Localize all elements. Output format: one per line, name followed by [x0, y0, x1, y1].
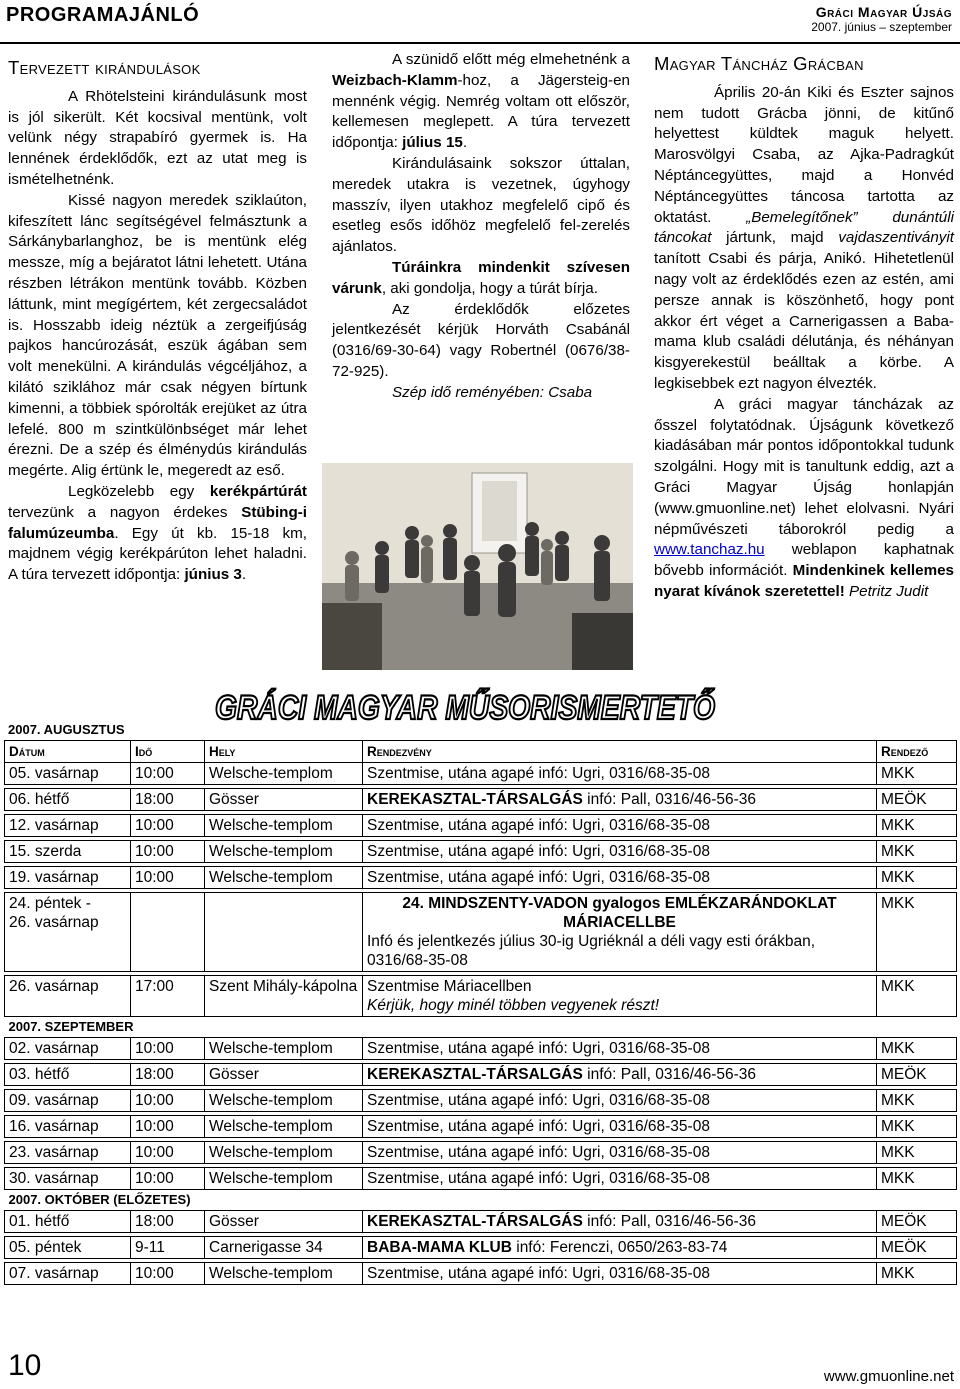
cell-time: 10:00: [131, 763, 205, 785]
article-dancehouse: [654, 50, 954, 603]
table-row: [5, 976, 957, 1017]
cell-place: Welsche-templom: [205, 763, 363, 785]
article-trips-cont: [332, 50, 630, 404]
event-info: Szentmise, utána agapé infó: Ugri, 0316/68-35-08: [367, 1040, 710, 1057]
article-dancehouse-p2: A gráci magyar táncházak az ősszel folytatódnak. Újságunk következő kiadásában már pontos időpontokkal tudunk szolgálni. Hogy mit is tanultunk eddig, azt a Gráci Magyar Újság honlapján (www.gmuonline.net) lehet elolvasni. Nyári népművészeti táborokról pedig a www.tanchaz.hu weblapon kaphatnak bővebb információt. Mindenkinek kellemes nyarat kívánok szeretettel! Petritz Judit: [654, 395, 955, 600]
table-row: [5, 1168, 957, 1190]
table-row: [5, 789, 957, 811]
article-trips-p6: Túráinkra mindenkit szívesen várunk, aki gondolja, hogy a túrát bírja.: [332, 258, 630, 297]
cell-event: [363, 1090, 877, 1112]
event-info: infó: Ferenczi, 0650/263-83-74: [511, 1239, 728, 1256]
table-row: [5, 1090, 957, 1112]
cell-organizer: MKK: [877, 867, 957, 889]
table-row: [5, 841, 957, 863]
section-title: PROGRAMAJÁNLÓ: [6, 4, 200, 26]
table-row: [5, 1116, 957, 1138]
article-trips-p2: Kissé nagyon meredek sziklaúton, kifeszített lánc segítségével felmásztunk a Sárkánybarlanghoz, be is mentünk elég messze, míg a bejáratot látni lehetett. Utána részben létrákon mentünk tovább. Közben láttunk, mint megígértem, két zergecsaládot is. Hosszabb ideig néztük a zergeifjúság pajkos hancúrozását, eszük ágában sem volt menekülni. A kirándulás végcéljához, a kilátó sziklához már csak négyen bírtunk kimenni, a többiek spórolták erejüket az útra lefelé. 800 m szintkülönbséget már lehet érezni. De a szép és élménydús kirándulás megérte. Alig értünk le, megeredt az eső.: [8, 191, 307, 480]
cell-date: 05. péntek: [5, 1237, 131, 1259]
cell-organizer: MKK: [877, 1263, 957, 1285]
cell-time: 18:00: [131, 1064, 205, 1086]
month-label-row: [5, 1190, 957, 1211]
article-trips-p3: Legközelebb egy kerékpártúrát tervezünk a nagyon érdekes Stübing-i falumúzeumba. Egy út kb. 15-18 km, majdnem végig kerékpárúton lehet haladni. A túra tervezett időpontja: június 3.: [8, 482, 307, 584]
cell-event: [363, 1064, 877, 1086]
cell-organizer: MEÖK: [877, 1211, 957, 1233]
event-name: KEREKASZTAL-TÁRSALGÁS: [367, 1213, 583, 1230]
cell-place: [205, 893, 363, 972]
cell-time: 10:00: [131, 1090, 205, 1112]
cell-organizer: MKK: [877, 841, 957, 863]
cell-date: 30. vasárnap: [5, 1168, 131, 1190]
cell-time: 18:00: [131, 1211, 205, 1233]
cell-place: Welsche-templom: [205, 1038, 363, 1060]
cell-event: [363, 893, 877, 972]
col-header-time: Idő: [131, 741, 205, 763]
page-number: 10: [8, 1349, 42, 1382]
event-info: infó: Pall, 0316/46-56-36: [582, 791, 757, 808]
cell-organizer: MKK: [877, 1038, 957, 1060]
cell-place: Welsche-templom: [205, 1263, 363, 1285]
cell-date: 07. vasárnap: [5, 1263, 131, 1285]
cell-place: Welsche-templom: [205, 1142, 363, 1164]
cell-place: Welsche-templom: [205, 841, 363, 863]
cell-time: 10:00: [131, 1038, 205, 1060]
cell-time: 10:00: [131, 1142, 205, 1164]
cell-date: 19. vasárnap: [5, 867, 131, 889]
cell-place: Szent Mihály-kápolna: [205, 976, 363, 1017]
website-url: www.gmuonline.net: [823, 1368, 954, 1385]
table-row: [5, 1237, 957, 1259]
article-trips: [8, 54, 307, 586]
article-trips-p5: Kirándulásaink sokszor úttalan, meredek utakra is vezetnek, úgyhogy masszív, ilyen utakhoz megfelelő cipő és esetleg esős időhöz megfelelő fel-zerelés ajánlatos.: [332, 154, 630, 256]
article-trips-p4: A szünidő előtt még elmehetnénk a Weizbach-Klamm-hoz, a Jägersteig-en mennénk végig. Nemrég voltam ott először, kellemesen meglepett. A túra tervezett időpontja: július 15.: [332, 51, 630, 152]
table-row: [5, 893, 957, 972]
tanchaz-link[interactable]: www.tanchaz.hu: [654, 541, 765, 559]
event-name: KEREKASZTAL-TÁRSALGÁS: [367, 1066, 583, 1083]
cell-event: [363, 763, 877, 785]
cell-time: 10:00: [131, 867, 205, 889]
cell-date: 06. hétfő: [5, 789, 131, 811]
table-row: [5, 1211, 957, 1233]
pilgrimage-title: 24. MINDSZENTY-VADON gyalogos EMLÉKZARÁNDOKLAT MÁRIACELLBE: [402, 895, 837, 931]
table-row: [5, 815, 957, 837]
event-info: Szentmise, utána agapé infó: Ugri, 0316/68-35-08: [367, 817, 710, 834]
cell-organizer: MEÖK: [877, 1237, 957, 1259]
cell-place: Gösser: [205, 1211, 363, 1233]
col-header-date: Dátum: [5, 741, 131, 763]
issue-date: 2007. június – szeptember: [811, 20, 952, 34]
event-info: infó: Pall, 0316/46-56-36: [582, 1066, 757, 1083]
article-dancehouse-p1: Április 20-án Kiki és Eszter sajnos nem tudott Grácba jönni, de kitűnő helyettest küldtek maguk helyett. Marosvölgyi Csaba, az Ajka-Padragkút Néptáncegyüttes, majd a Honvéd Néptáncegyüttes táncosa tartotta az oktatást. „Bemelegítőnek” dunántúli táncokat jártunk, majd vajdaszentiványit tanított Csabi és párja, Anikó. Hihetetlenül nagy volt az érdeklődés ezen az estén, ami persze annak is köszönhető, hogy pont akkor ért véget a Carnerigassen a Baba-mama klub családi délutánja, és néhányan kisgyerekestül beálltak a körbe. A legkisebbek ezt nagyon élvezték.: [654, 83, 954, 392]
cell-event: [363, 841, 877, 863]
cell-event: [363, 1038, 877, 1060]
table-row: [5, 763, 957, 785]
event-info: Szentmise, utána agapé infó: Ugri, 0316/68-35-08: [367, 1092, 710, 1109]
cell-place: Carnerigasse 34: [205, 1237, 363, 1259]
cell-organizer: MKK: [877, 1090, 957, 1112]
cell-date: 03. hétfő: [5, 1064, 131, 1086]
cell-date: 26. vasárnap: [5, 976, 131, 1017]
event-info: infó: Pall, 0316/46-56-36: [582, 1213, 757, 1230]
table-row: [5, 1064, 957, 1086]
cell-organizer: MKK: [877, 976, 957, 1017]
header-divider: [0, 42, 960, 44]
cell-event: [363, 789, 877, 811]
cell-organizer: MKK: [877, 815, 957, 837]
cell-place: Welsche-templom: [205, 1116, 363, 1138]
publication-name: Gráci Magyar Újság: [815, 4, 952, 20]
article-trips-p1: A Rhötelsteini kirándulásunk most is jól sikerült. Két kocsival mentünk, volt velünk négy strapabíró gyermek is. Ha lennének érdeklődők, ezt az utat meg is ismételhetnénk.: [8, 87, 307, 188]
event-name: BABA-MAMA KLUB: [367, 1239, 512, 1256]
cell-place: Gösser: [205, 789, 363, 811]
event-info: Szentmise, utána agapé infó: Ugri, 0316/68-35-08: [367, 1118, 710, 1135]
event-info: Szentmise, utána agapé infó: Ugri, 0316/68-35-08: [367, 1265, 710, 1282]
table-row: [5, 1263, 957, 1285]
article-trips-signature: Szép idő reményében: Csaba: [392, 383, 593, 401]
cell-place: Welsche-templom: [205, 867, 363, 889]
event-info: Szentmise, utána agapé infó: Ugri, 0316/68-35-08: [367, 869, 710, 886]
cell-date: 02. vasárnap: [5, 1038, 131, 1060]
month-label-august: 2007. AUGUSZTUS: [8, 722, 125, 737]
cell-place: Welsche-templom: [205, 1168, 363, 1190]
cell-time: 10:00: [131, 1168, 205, 1190]
publication-header: [811, 4, 952, 34]
month-label-september: 2007. SZEPTEMBER: [8, 1019, 134, 1034]
cell-organizer: MKK: [877, 1142, 957, 1164]
dance-photo-image: [322, 463, 633, 670]
article-trips-title: Tervezett kirándulások: [8, 57, 201, 78]
cell-organizer: MKK: [877, 1168, 957, 1190]
cell-organizer: MKK: [877, 1116, 957, 1138]
cell-event: [363, 815, 877, 837]
cell-event: [363, 1211, 877, 1233]
month-label-october: 2007. OKTÓBER (ELŐZETES): [8, 1192, 191, 1207]
cell-time: 10:00: [131, 1116, 205, 1138]
cell-time: 10:00: [131, 815, 205, 837]
article-trips-p7: Az érdeklődők előzetes jelentkezését kérjük Horváth Csabánál (0316/69-30-64) vagy Robertnél (0676/38-72-925).: [332, 300, 630, 380]
cell-event: [363, 1142, 877, 1164]
schedule-table: [4, 740, 957, 1285]
program-schedule: [4, 720, 956, 1285]
cell-date: 16. vasárnap: [5, 1116, 131, 1138]
table-row: [5, 867, 957, 889]
program-banner-text: GRÁCI MAGYAR MŰSORISMERTETŐ: [215, 689, 715, 727]
cell-place: Gösser: [205, 1064, 363, 1086]
dance-photo: [322, 463, 633, 670]
cell-event: [363, 1116, 877, 1138]
cell-organizer: MKK: [877, 763, 957, 785]
cell-date: 24. péntek - 26. vasárnap: [5, 893, 131, 972]
col-header-place: Hely: [205, 741, 363, 763]
table-row: [5, 1038, 957, 1060]
cell-time: [131, 893, 205, 972]
cell-date: 01. hétfő: [5, 1211, 131, 1233]
cell-event: [363, 1263, 877, 1285]
cell-organizer: MEÖK: [877, 1064, 957, 1086]
cell-event: [363, 867, 877, 889]
event-name: KEREKASZTAL-TÁRSALGÁS: [367, 791, 583, 808]
cell-date: 15. szerda: [5, 841, 131, 863]
cell-time: 18:00: [131, 789, 205, 811]
cell-time: 10:00: [131, 1263, 205, 1285]
cell-date: 23. vasárnap: [5, 1142, 131, 1164]
table-row: [5, 1142, 957, 1164]
cell-event: [363, 1168, 877, 1190]
cell-date: 12. vasárnap: [5, 815, 131, 837]
cell-time: 10:00: [131, 841, 205, 863]
article-dancehouse-title: Magyar Táncház Grácban: [654, 53, 864, 74]
cell-date: 09. vasárnap: [5, 1090, 131, 1112]
cell-place: Welsche-templom: [205, 1090, 363, 1112]
cell-organizer: MKK: [877, 893, 957, 972]
pilgrimage-info: Infó és jelentkezés július 30-ig Ugriéknál a déli vagy esti órákban, 0316/68-35-08: [367, 933, 816, 969]
schedule-header-row: [5, 741, 957, 763]
cell-event: [363, 1237, 877, 1259]
cell-place: Welsche-templom: [205, 815, 363, 837]
col-header-organizer: Rendező: [877, 741, 957, 763]
cell-time: 9-11: [131, 1237, 205, 1259]
event-info: Szentmise, utána agapé infó: Ugri, 0316/68-35-08: [367, 765, 710, 782]
col-header-event: Rendezvény: [363, 741, 877, 763]
event-info: Szentmise, utána agapé infó: Ugri, 0316/68-35-08: [367, 843, 710, 860]
cell-event: Szentmise Máriacellben Kérjük, hogy minél többen vegyenek részt!: [363, 976, 877, 1017]
event-info: Szentmise, utána agapé infó: Ugri, 0316/68-35-08: [367, 1170, 710, 1187]
event-info: Szentmise, utána agapé infó: Ugri, 0316/68-35-08: [367, 1144, 710, 1161]
cell-organizer: MEÖK: [877, 789, 957, 811]
month-label-row: [5, 1017, 957, 1038]
cell-time: 17:00: [131, 976, 205, 1017]
cell-date: 05. vasárnap: [5, 763, 131, 785]
